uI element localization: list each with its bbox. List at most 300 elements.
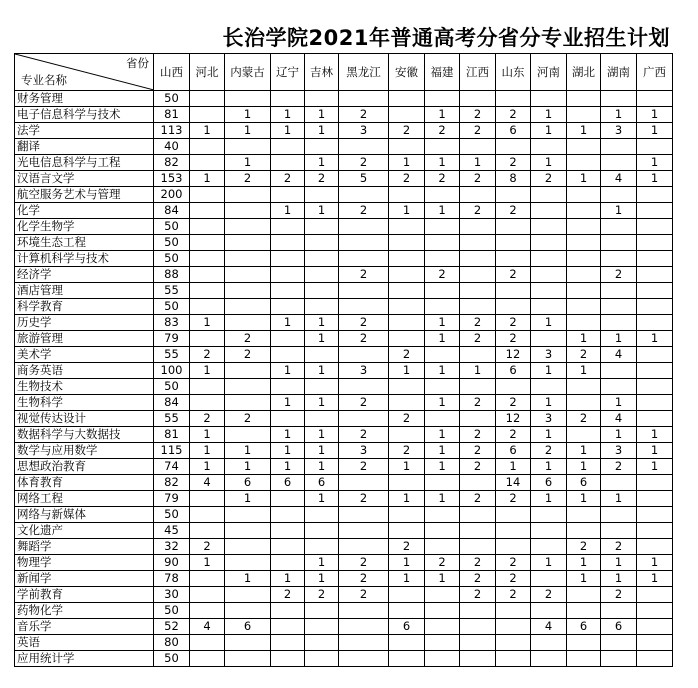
quota-cell <box>271 299 305 315</box>
table-row <box>15 635 673 651</box>
quota-cell <box>271 267 305 283</box>
quota-cell <box>637 347 673 363</box>
quota-cell: 1 <box>305 107 339 123</box>
quota-cell <box>637 235 673 251</box>
quota-cell: 55 <box>154 347 190 363</box>
quota-cell: 1 <box>601 555 637 571</box>
table-row <box>15 507 673 523</box>
table-row <box>15 539 673 555</box>
quota-cell: 1 <box>271 203 305 219</box>
table-row <box>15 651 673 667</box>
quota-cell <box>225 139 271 155</box>
quota-cell: 1 <box>271 395 305 411</box>
quota-cell <box>225 187 271 203</box>
major-name-cell: 药物化学 <box>15 603 154 619</box>
quota-cell: 30 <box>154 587 190 603</box>
quota-cell <box>637 619 673 635</box>
quota-cell: 1 <box>637 459 673 475</box>
quota-cell <box>305 91 339 107</box>
quota-cell <box>637 91 673 107</box>
quota-cell: 1 <box>425 363 460 379</box>
quota-cell <box>496 523 531 539</box>
quota-cell <box>637 475 673 491</box>
quota-cell <box>496 283 531 299</box>
quota-cell: 1 <box>305 123 339 139</box>
table-row <box>15 267 673 283</box>
quota-cell <box>567 107 601 123</box>
quota-cell <box>460 251 496 267</box>
table-row <box>15 475 673 491</box>
major-name-cell: 数学与应用数学 <box>15 443 154 459</box>
quota-cell: 1 <box>271 443 305 459</box>
quota-cell <box>339 251 389 267</box>
quota-cell <box>601 139 637 155</box>
quota-cell <box>389 299 425 315</box>
quota-cell <box>190 107 225 123</box>
quota-cell: 2 <box>460 331 496 347</box>
quota-cell: 2 <box>190 539 225 555</box>
quota-cell <box>460 539 496 555</box>
quota-cell: 1 <box>305 571 339 587</box>
quota-cell: 2 <box>460 491 496 507</box>
major-name-cell: 汉语言文学 <box>15 171 154 187</box>
table-row <box>15 523 673 539</box>
quota-cell <box>496 235 531 251</box>
quota-cell: 3 <box>531 347 567 363</box>
quota-cell <box>190 267 225 283</box>
quota-cell: 1 <box>305 203 339 219</box>
quota-cell <box>460 411 496 427</box>
quota-cell <box>601 635 637 651</box>
quota-cell: 2 <box>567 539 601 555</box>
quota-cell: 1 <box>305 443 339 459</box>
quota-cell: 50 <box>154 651 190 667</box>
quota-cell <box>496 635 531 651</box>
province-header: 山东 <box>496 54 531 91</box>
quota-cell <box>425 603 460 619</box>
quota-cell: 2 <box>496 555 531 571</box>
quota-cell: 1 <box>601 395 637 411</box>
quota-cell: 50 <box>154 91 190 107</box>
quota-cell: 2 <box>339 203 389 219</box>
quota-cell <box>271 507 305 523</box>
quota-cell <box>225 235 271 251</box>
quota-cell <box>531 635 567 651</box>
table-row <box>15 411 673 427</box>
quota-cell <box>425 635 460 651</box>
quota-cell: 81 <box>154 107 190 123</box>
quota-cell: 115 <box>154 443 190 459</box>
quota-cell: 1 <box>271 315 305 331</box>
quota-cell: 2 <box>496 315 531 331</box>
quota-cell <box>389 235 425 251</box>
major-name-cell: 美术学 <box>15 347 154 363</box>
quota-cell <box>531 251 567 267</box>
major-name-cell: 酒店管理 <box>15 283 154 299</box>
quota-cell: 2 <box>460 395 496 411</box>
quota-cell: 1 <box>637 155 673 171</box>
quota-cell: 2 <box>339 315 389 331</box>
province-header: 福建 <box>425 54 460 91</box>
quota-cell: 2 <box>271 171 305 187</box>
quota-cell <box>271 139 305 155</box>
quota-cell <box>601 523 637 539</box>
quota-cell <box>531 523 567 539</box>
quota-cell: 79 <box>154 491 190 507</box>
quota-cell: 6 <box>531 475 567 491</box>
quota-cell: 1 <box>567 331 601 347</box>
quota-cell: 52 <box>154 619 190 635</box>
province-header: 河南 <box>531 54 567 91</box>
quota-cell <box>305 267 339 283</box>
quota-cell: 4 <box>531 619 567 635</box>
major-name-cell: 学前教育 <box>15 587 154 603</box>
quota-cell: 1 <box>637 123 673 139</box>
major-name-cell: 化学 <box>15 203 154 219</box>
quota-cell <box>271 347 305 363</box>
major-name-cell: 音乐学 <box>15 619 154 635</box>
quota-cell <box>531 651 567 667</box>
quota-cell <box>271 619 305 635</box>
major-name-cell: 体育教育 <box>15 475 154 491</box>
quota-cell <box>389 635 425 651</box>
quota-cell <box>305 523 339 539</box>
province-header: 山西 <box>154 54 190 91</box>
quota-cell <box>425 251 460 267</box>
quota-cell <box>425 507 460 523</box>
quota-cell: 2 <box>460 107 496 123</box>
quota-cell: 2 <box>531 587 567 603</box>
quota-cell <box>531 539 567 555</box>
province-header: 黑龙江 <box>339 54 389 91</box>
quota-cell: 2 <box>496 331 531 347</box>
quota-cell: 1 <box>425 107 460 123</box>
quota-cell <box>339 187 389 203</box>
quota-cell: 2 <box>496 571 531 587</box>
major-name-cell: 旅游管理 <box>15 331 154 347</box>
quota-cell <box>460 507 496 523</box>
quota-cell: 1 <box>190 459 225 475</box>
quota-cell: 1 <box>190 363 225 379</box>
quota-cell: 1 <box>601 203 637 219</box>
quota-cell: 2 <box>601 539 637 555</box>
quota-cell <box>496 219 531 235</box>
quota-cell: 1 <box>271 427 305 443</box>
quota-cell: 1 <box>225 491 271 507</box>
quota-cell <box>496 619 531 635</box>
table-row <box>15 427 673 443</box>
quota-cell <box>339 651 389 667</box>
quota-cell <box>425 299 460 315</box>
major-name-cell: 光电信息科学与工程 <box>15 155 154 171</box>
quota-cell <box>271 603 305 619</box>
quota-cell: 81 <box>154 427 190 443</box>
major-name-cell: 化学生物学 <box>15 219 154 235</box>
quota-cell: 1 <box>190 427 225 443</box>
quota-cell: 1 <box>389 491 425 507</box>
table-row <box>15 443 673 459</box>
quota-cell: 1 <box>567 555 601 571</box>
quota-cell <box>190 235 225 251</box>
quota-cell: 1 <box>637 427 673 443</box>
quota-cell: 2 <box>339 331 389 347</box>
quota-cell: 6 <box>567 475 601 491</box>
quota-cell <box>601 219 637 235</box>
major-name-cell: 电子信息科学与技术 <box>15 107 154 123</box>
quota-cell: 2 <box>225 347 271 363</box>
table-row <box>15 379 673 395</box>
quota-cell: 3 <box>601 123 637 139</box>
quota-cell <box>601 507 637 523</box>
quota-cell: 6 <box>496 443 531 459</box>
quota-cell <box>567 251 601 267</box>
quota-cell <box>460 235 496 251</box>
quota-cell <box>339 523 389 539</box>
quota-cell <box>567 395 601 411</box>
quota-cell: 6 <box>225 619 271 635</box>
table-row <box>15 283 673 299</box>
quota-cell <box>305 235 339 251</box>
quota-cell <box>190 379 225 395</box>
quota-cell <box>531 91 567 107</box>
quota-cell <box>496 139 531 155</box>
quota-cell <box>225 507 271 523</box>
quota-cell: 1 <box>531 155 567 171</box>
quota-cell <box>460 619 496 635</box>
quota-cell: 1 <box>567 443 601 459</box>
quota-cell <box>531 203 567 219</box>
quota-cell <box>389 139 425 155</box>
quota-cell <box>567 651 601 667</box>
quota-cell: 1 <box>496 459 531 475</box>
quota-cell: 2 <box>425 267 460 283</box>
quota-cell: 2 <box>496 267 531 283</box>
quota-cell <box>567 603 601 619</box>
quota-cell <box>531 299 567 315</box>
quota-cell <box>225 91 271 107</box>
quota-cell <box>225 267 271 283</box>
quota-cell: 1 <box>601 491 637 507</box>
quota-cell <box>339 619 389 635</box>
quota-cell: 1 <box>567 123 601 139</box>
quota-cell <box>339 219 389 235</box>
major-name-cell: 财务管理 <box>15 91 154 107</box>
quota-cell: 12 <box>496 411 531 427</box>
quota-cell: 1 <box>567 171 601 187</box>
quota-cell <box>460 91 496 107</box>
quota-cell: 6 <box>567 619 601 635</box>
quota-cell: 2 <box>531 171 567 187</box>
quota-cell <box>601 299 637 315</box>
quota-cell <box>305 379 339 395</box>
quota-cell: 6 <box>389 619 425 635</box>
quota-cell <box>389 187 425 203</box>
quota-cell: 2 <box>460 459 496 475</box>
major-name-cell: 应用统计学 <box>15 651 154 667</box>
quota-cell: 113 <box>154 123 190 139</box>
quota-cell: 1 <box>305 427 339 443</box>
quota-cell <box>389 475 425 491</box>
quota-cell <box>190 651 225 667</box>
quota-cell <box>637 267 673 283</box>
quota-cell <box>225 315 271 331</box>
quota-cell <box>190 603 225 619</box>
major-name-cell: 航空服务艺术与管理 <box>15 187 154 203</box>
quota-cell <box>425 347 460 363</box>
quota-cell: 2 <box>225 331 271 347</box>
quota-cell: 80 <box>154 635 190 651</box>
quota-cell: 2 <box>339 267 389 283</box>
quota-cell: 2 <box>389 123 425 139</box>
major-name-cell: 翻译 <box>15 139 154 155</box>
quota-cell <box>339 507 389 523</box>
quota-cell: 1 <box>460 363 496 379</box>
major-name-cell: 思想政治教育 <box>15 459 154 475</box>
quota-cell <box>389 651 425 667</box>
quota-cell <box>531 235 567 251</box>
quota-cell <box>637 491 673 507</box>
quota-cell <box>637 523 673 539</box>
quota-cell <box>425 187 460 203</box>
quota-cell: 1 <box>271 123 305 139</box>
quota-cell: 1 <box>531 363 567 379</box>
quota-cell: 2 <box>339 459 389 475</box>
quota-cell <box>339 475 389 491</box>
table-row <box>15 155 673 171</box>
table-row <box>15 459 673 475</box>
quota-cell: 2 <box>225 411 271 427</box>
quota-cell: 1 <box>637 555 673 571</box>
quota-cell <box>225 251 271 267</box>
quota-cell <box>460 187 496 203</box>
page-title: 长治学院2021年普通高考分省分专业招生计划 <box>222 26 670 50</box>
quota-cell: 2 <box>190 347 225 363</box>
quota-cell <box>425 283 460 299</box>
quota-cell <box>531 267 567 283</box>
quota-cell <box>601 379 637 395</box>
quota-cell: 1 <box>637 571 673 587</box>
quota-cell: 1 <box>389 571 425 587</box>
quota-cell <box>425 379 460 395</box>
quota-cell <box>496 379 531 395</box>
quota-cell <box>567 635 601 651</box>
quota-cell: 1 <box>271 363 305 379</box>
quota-cell <box>460 139 496 155</box>
quota-cell <box>601 315 637 331</box>
quota-cell: 1 <box>567 571 601 587</box>
quota-cell: 1 <box>190 443 225 459</box>
quota-cell: 1 <box>601 571 637 587</box>
quota-cell: 2 <box>496 491 531 507</box>
table-row <box>15 491 673 507</box>
province-header: 江西 <box>460 54 496 91</box>
quota-cell <box>190 587 225 603</box>
quota-cell <box>271 251 305 267</box>
quota-cell <box>460 283 496 299</box>
quota-cell: 2 <box>389 347 425 363</box>
quota-cell: 3 <box>531 411 567 427</box>
quota-cell: 1 <box>567 491 601 507</box>
quota-cell <box>637 379 673 395</box>
quota-cell <box>339 411 389 427</box>
quota-cell <box>637 251 673 267</box>
quota-cell: 6 <box>601 619 637 635</box>
quota-cell <box>305 651 339 667</box>
quota-cell: 1 <box>601 107 637 123</box>
quota-cell <box>339 635 389 651</box>
quota-cell <box>460 219 496 235</box>
table-row <box>15 219 673 235</box>
quota-cell: 50 <box>154 507 190 523</box>
major-name-cell: 舞蹈学 <box>15 539 154 555</box>
major-name-cell: 网络工程 <box>15 491 154 507</box>
quota-cell: 4 <box>190 619 225 635</box>
quota-cell <box>460 523 496 539</box>
province-header: 广西 <box>637 54 673 91</box>
quota-cell <box>389 523 425 539</box>
quota-cell: 6 <box>496 123 531 139</box>
quota-cell <box>425 619 460 635</box>
quota-cell <box>305 283 339 299</box>
quota-cell <box>389 219 425 235</box>
quota-cell <box>496 251 531 267</box>
quota-cell <box>601 187 637 203</box>
quota-cell: 2 <box>567 411 601 427</box>
quota-cell: 2 <box>339 491 389 507</box>
quota-cell <box>389 91 425 107</box>
quota-cell <box>225 363 271 379</box>
major-name-cell: 视觉传达设计 <box>15 411 154 427</box>
quota-cell: 1 <box>190 171 225 187</box>
quota-cell: 1 <box>271 459 305 475</box>
major-name-cell: 英语 <box>15 635 154 651</box>
table-row <box>15 603 673 619</box>
quota-cell: 1 <box>637 331 673 347</box>
quota-cell: 1 <box>425 331 460 347</box>
major-name-cell: 生物科学 <box>15 395 154 411</box>
table-row <box>15 587 673 603</box>
major-name-cell: 物理学 <box>15 555 154 571</box>
quota-cell: 1 <box>225 571 271 587</box>
quota-cell <box>601 475 637 491</box>
table-row <box>15 395 673 411</box>
quota-cell: 1 <box>425 203 460 219</box>
quota-cell: 2 <box>425 171 460 187</box>
quota-cell <box>460 475 496 491</box>
quota-cell <box>225 299 271 315</box>
quota-cell <box>225 523 271 539</box>
quota-cell: 1 <box>225 443 271 459</box>
quota-cell: 1 <box>190 123 225 139</box>
quota-cell <box>190 283 225 299</box>
table-row <box>15 315 673 331</box>
quota-cell <box>637 187 673 203</box>
quota-cell: 3 <box>339 123 389 139</box>
quota-cell: 1 <box>305 155 339 171</box>
quota-cell <box>339 379 389 395</box>
quota-cell <box>460 267 496 283</box>
quota-cell <box>389 251 425 267</box>
quota-cell: 1 <box>531 427 567 443</box>
quota-cell <box>567 283 601 299</box>
quota-cell: 2 <box>339 155 389 171</box>
quota-cell <box>496 603 531 619</box>
quota-cell <box>339 539 389 555</box>
quota-cell <box>339 299 389 315</box>
major-name-cell: 经济学 <box>15 267 154 283</box>
major-name-cell: 科学教育 <box>15 299 154 315</box>
quota-cell <box>460 347 496 363</box>
